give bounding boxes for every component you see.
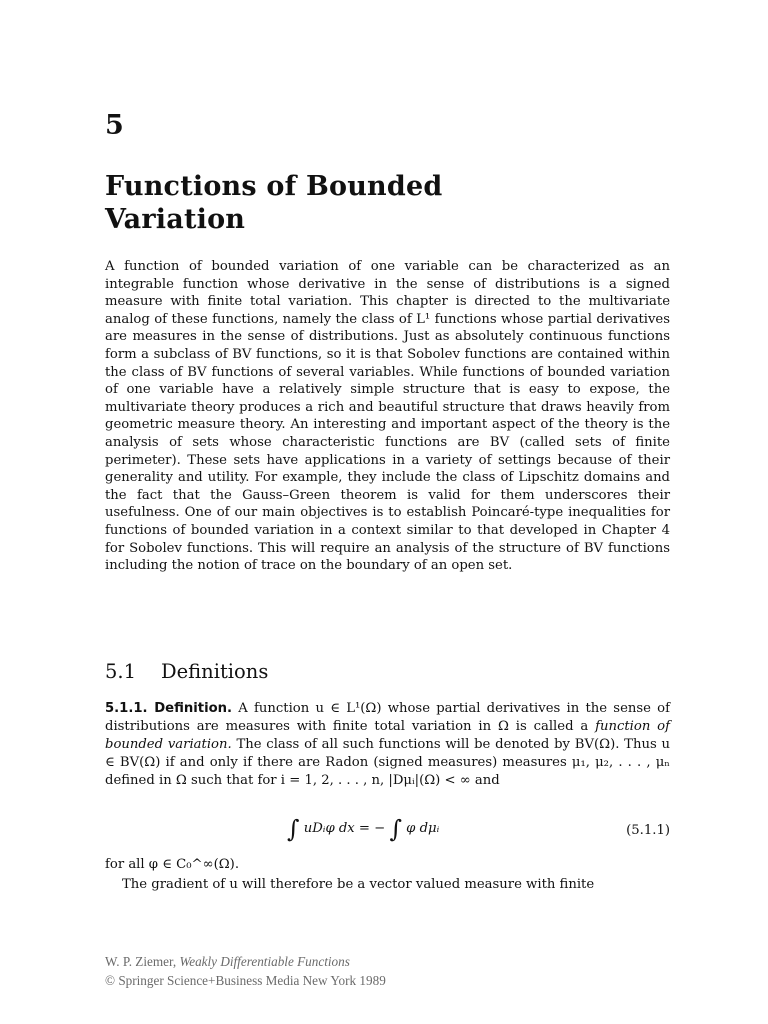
footer-book-title: Weakly Differentiable Functions [179, 954, 350, 969]
section-number: 5.1 [105, 660, 137, 683]
chapter-title [105, 170, 685, 236]
footer-author: W. P. Ziemer, [105, 954, 180, 969]
gradient-sentence: The gradient of u will therefore be a vector valued measure with finite [122, 877, 595, 892]
footer-copyright: © Springer Science+Business Media New York 1989 [105, 973, 386, 988]
footer-citation [105, 952, 386, 971]
chapter-title-line-2: Variation [105, 204, 246, 235]
for-all-line: for all φ ∈ C₀^∞(Ω). [105, 857, 240, 872]
equation-row [105, 815, 670, 849]
definition-text-part-2: The class of all such functions will be denoted by BV(Ω). Thus u ∈ BV(Ω) if and only if there are Radon (signed measures) measures μ₁, μ₂, . . . , μₙ defined in Ω such that for i = 1, 2, . . . , n, |Dμᵢ|(Ω) < ∞ and [105, 737, 670, 788]
definition-text-part-1: A function u ∈ L¹(Ω) whose partial derivatives in the sense of distributions are measures with finite total variation in Ω is called a [105, 701, 670, 734]
definition-term: function of bounded variation. [105, 719, 670, 752]
equation-number: (5.1.1) [626, 823, 670, 838]
chapter-title-line-1: Functions of Bounded [105, 171, 443, 202]
equation-5-1-1 [287, 815, 439, 843]
chapter-number: 5 [105, 110, 124, 141]
page-footer [105, 952, 386, 990]
intro-paragraph: A function of bounded variation of one variable can be characterized as an integrable function whose derivative in the sense of distributions is a signed measure with finite total variation. This chapter is directed to the multivariate analog of these functions, namely the class of L¹ functions whose partial derivatives are measures in the sense of distributions. Just as absolutely continuous functions form a subclass of BV functions, so it is that Sobolev functions are contained within the class of BV functions of several variables. While functions of bounded variation of one variable have a relatively simple structure that is easy to expose, the multivariate theory produces a rich and beautiful structure that draws heavily from geometric measure theory. An interesting and important aspect of the theory is the analysis of sets whose characteristic functions are BV (called sets of finite perimeter). These sets have applications in a variety of settings because of their generality and utility. For example, they include the class of Lipschitz domains and the fact that the Gauss–Green theorem is valid for them underscores their usefulness. One of our main objectives is to establish Poincaré-type inequalities for functions of bounded variation in a context similar to that developed in Chapter 4 for Sobolev functions. This will require an analysis of the structure of BV functions including the notion of trace on the boundary of an open set. [105, 259, 670, 574]
equation-rhs: φ dμᵢ [406, 821, 440, 836]
section-title: Definitions [161, 660, 269, 683]
section-heading [105, 660, 268, 683]
definition-paragraph [105, 700, 670, 790]
definition-label: 5.1.1. Definition. [105, 701, 233, 716]
integral-sign-right: ∫ [389, 815, 402, 843]
equation-lhs: uDᵢφ dx = − [303, 821, 386, 836]
integral-sign-left: ∫ [287, 815, 300, 843]
